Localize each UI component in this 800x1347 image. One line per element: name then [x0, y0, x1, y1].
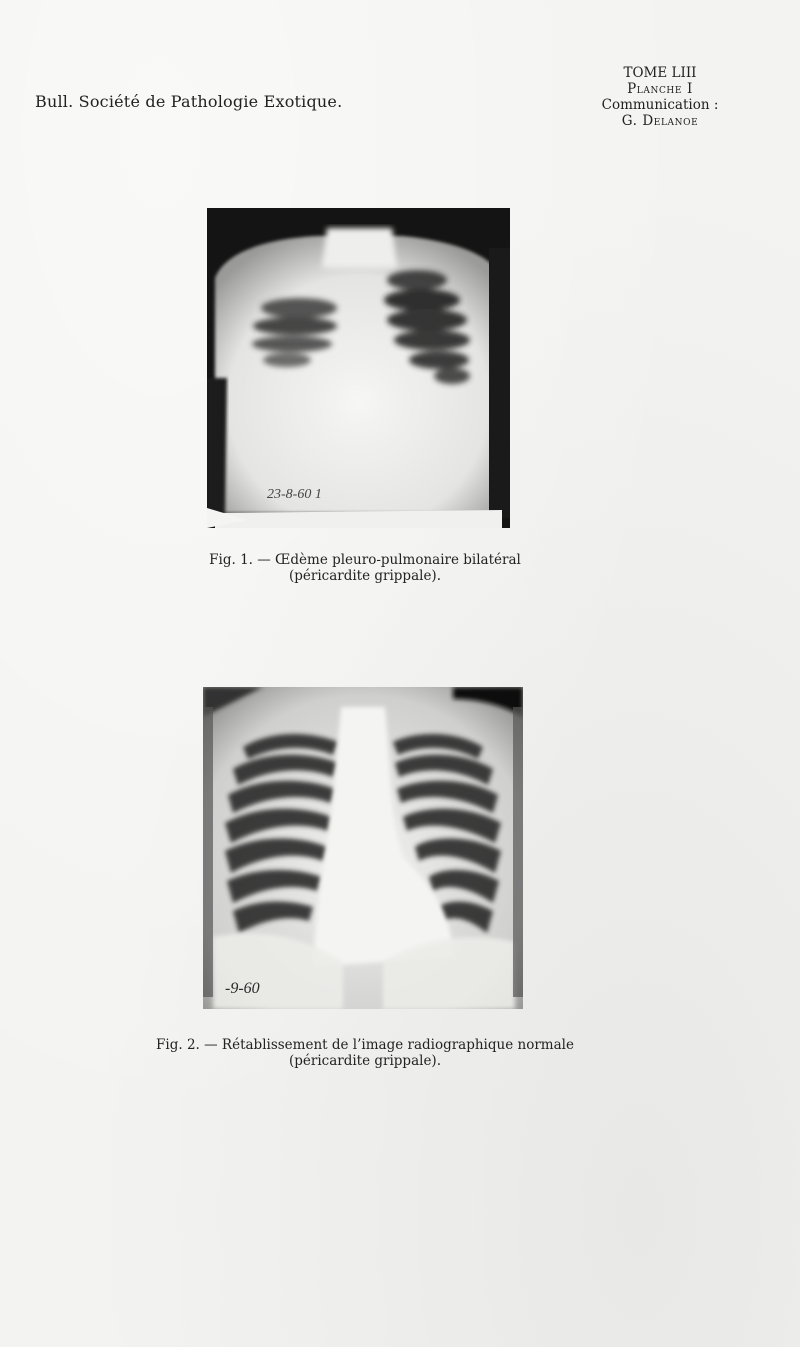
- handwritten-date-1: 23-8-60 1: [267, 487, 322, 502]
- figure-1-radiograph: [207, 208, 510, 528]
- plate-number: Planche I: [627, 81, 693, 97]
- figure-2-caption-line2: (péricardite grippale).: [288, 1053, 441, 1069]
- figure-1-caption-line1: Fig. 1. — Œdème pleuro-pulmonaire bilatéral: [209, 552, 521, 568]
- xray-image-1: [207, 208, 510, 528]
- xray-image-2: [203, 687, 523, 1009]
- plate-metadata: [590, 65, 730, 129]
- figure-2-caption: [150, 1037, 580, 1069]
- journal-title: Bull. Société de Pathologie Exotique.: [35, 92, 343, 111]
- author-name: G. Delanoe: [621, 113, 699, 129]
- volume-number: TOME LIII: [623, 65, 697, 81]
- figure-2-radiograph: [203, 687, 523, 1009]
- figure-2-caption-line1: Fig. 2. — Rétablissement de l’image radiographique normale: [156, 1037, 574, 1053]
- figure-1-caption-line2: (péricardite grippale).: [288, 568, 441, 584]
- figure-1-caption: [190, 552, 540, 584]
- communication-label: Communication :: [601, 97, 719, 113]
- handwritten-date-2: -9-60: [225, 980, 260, 997]
